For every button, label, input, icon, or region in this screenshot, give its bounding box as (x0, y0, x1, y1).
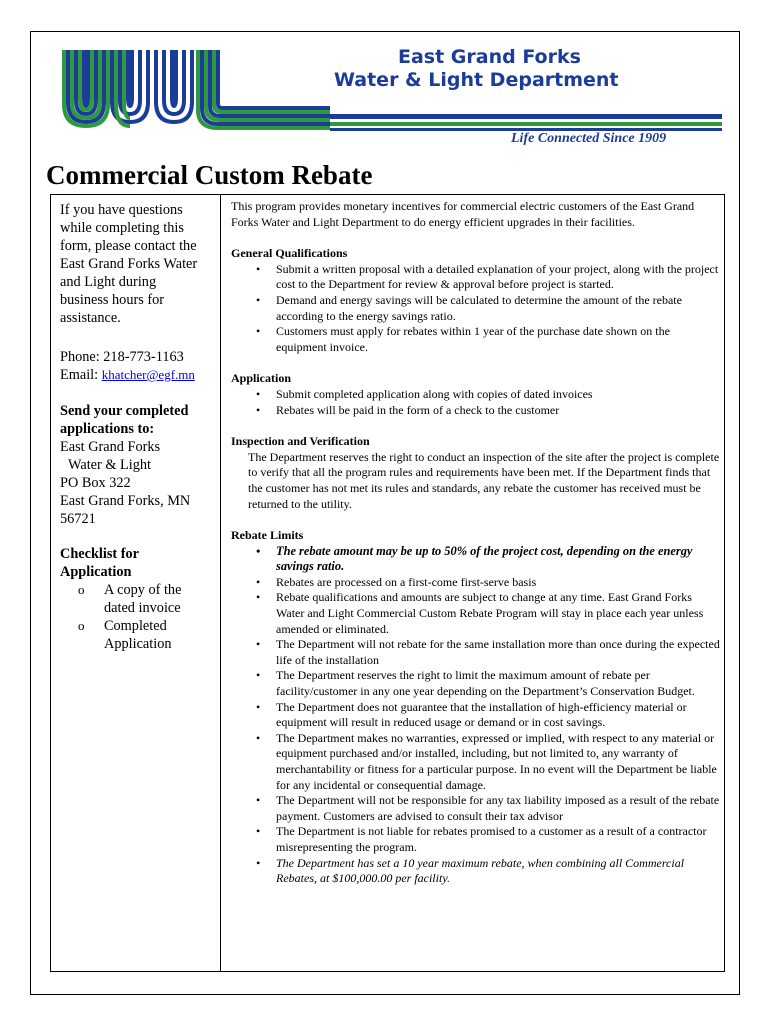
checklist-item: o A copy of the dated invoice (78, 582, 182, 616)
contact-line: while completing this (60, 220, 184, 236)
contact-line: If you have questions (60, 202, 183, 218)
page-title: Commercial Custom Rebate (46, 160, 373, 190)
contact-line: assistance. (60, 310, 121, 326)
list-item: • The Department has set a 10 year maximum rebate, when combining all Commercial Rebates, at $100,000.00 per facility. (231, 856, 721, 887)
column-divider (220, 195, 221, 971)
list-item: • Rebate qualifications and amounts are subject to change at any time. East Grand Forks Water and Light Commercial Custom Rebate Program will stay in place each year unless amended or eliminated. (231, 590, 721, 637)
send-heading: applications to: (60, 421, 155, 437)
checklist (60, 581, 214, 653)
address-line: PO Box 322 (60, 475, 131, 491)
list-item: • The Department is not liable for rebates promised to a customer as a result of a contractor misrepresenting the program. (231, 824, 721, 855)
section-heading-application: Application (231, 371, 292, 386)
limits-list (231, 544, 721, 887)
content-table (50, 194, 725, 972)
checklist-item: o Completed Application (78, 618, 172, 652)
list-item: • The Department will not be responsible for any tax liability imposed as a result of the rebate payment. Customers are advised to consult their tax advisor (231, 793, 721, 824)
checklist-heading: Application (60, 564, 132, 580)
list-item: • Submit a written proposal with a detailed explanation of your project, along with the project cost to the Department for review & approval before project is started. (231, 262, 721, 293)
list-item: • Rebates are processed on a first-come first-serve basis (231, 575, 721, 591)
circle-bullet-icon: o (78, 618, 85, 633)
section-heading-inspection: Inspection and Verification (231, 434, 370, 449)
list-item: • The Department will not rebate for the same installation more than once during the expected life of the installation (231, 637, 721, 668)
checklist-heading: Checklist for (60, 546, 140, 562)
general-list (231, 262, 721, 356)
list-item: • Rebates will be paid in the form of a check to the customer (231, 403, 721, 419)
email-label: Email: (60, 367, 102, 383)
logo-bar-blue (330, 114, 722, 119)
address-line: 56721 (60, 511, 96, 527)
application-list (231, 387, 721, 418)
list-item: • The rebate amount may be up to 50% of the project cost, depending on the energy savings ratio. (231, 544, 721, 575)
logo-bar-green (330, 122, 722, 126)
main-column (231, 199, 721, 887)
org-name-line1: East Grand Forks (398, 46, 581, 68)
address-line: East Grand Forks, MN (60, 493, 191, 509)
wl-logo-mark (62, 42, 332, 142)
inspection-text: The Department reserves the right to conduct an inspection of the site after the project is complete to verify that all the program rules and requirements have been met. If the Department finds that the customer has not met its rules and standards, any rebate the customer has received must be returned to the utility. (248, 449, 720, 511)
list-item: • Submit completed application along with copies of dated invoices (231, 387, 721, 403)
circle-bullet-icon: o (78, 582, 85, 597)
contact-line: business hours for (60, 292, 165, 308)
section-heading-general: General Qualifications (231, 246, 348, 261)
sidebar (51, 195, 220, 653)
tagline: Life Connected Since 1909 (511, 131, 667, 146)
list-item: • Demand and energy savings will be calculated to determine the amount of the rebate according to the energy savings ratio. (231, 293, 721, 324)
phone: Phone: 218-773-1163 (60, 349, 184, 365)
list-item: • The Department reserves the right to limit the maximum amount of rebate per facility/customer in any one year depending on the Department’s Conservation Budget. (231, 668, 721, 699)
send-heading: Send your completed (60, 403, 189, 419)
list-item: • Customers must apply for rebates within 1 year of the purchase date shown on the equipment invoice. (231, 324, 721, 355)
contact-line: and Light during (60, 274, 157, 290)
contact-line: East Grand Forks Water (60, 256, 198, 272)
address-line: East Grand Forks (60, 439, 161, 455)
email-link[interactable]: khatcher@egf.mn (101, 367, 195, 382)
list-item: • The Department makes no warranties, expressed or implied, with respect to any material or equipment purchased and/or installed, including, but not limited to, any warranty of merchantability or fitness for a particular purpose. In no event will the Department be liable for any incidental or consequential damage. (231, 731, 721, 793)
intro-text: This program provides monetary incentives for commercial electric customers of the East Grand Forks Water and Light Department to do energy efficient upgrades in their facilities. (231, 199, 695, 229)
email-row (60, 366, 214, 384)
contact-line: form, please contact the (60, 238, 197, 254)
list-item: • The Department does not guarantee that the installation of high-efficiency material or equipment will result in reduced usage or demand or in cost savings. (231, 700, 721, 731)
org-name-line2: Water & Light Department (334, 69, 619, 91)
contact-text (60, 201, 214, 327)
section-heading-limits: Rebate Limits (231, 528, 304, 543)
address-line: Water & Light (68, 457, 152, 473)
